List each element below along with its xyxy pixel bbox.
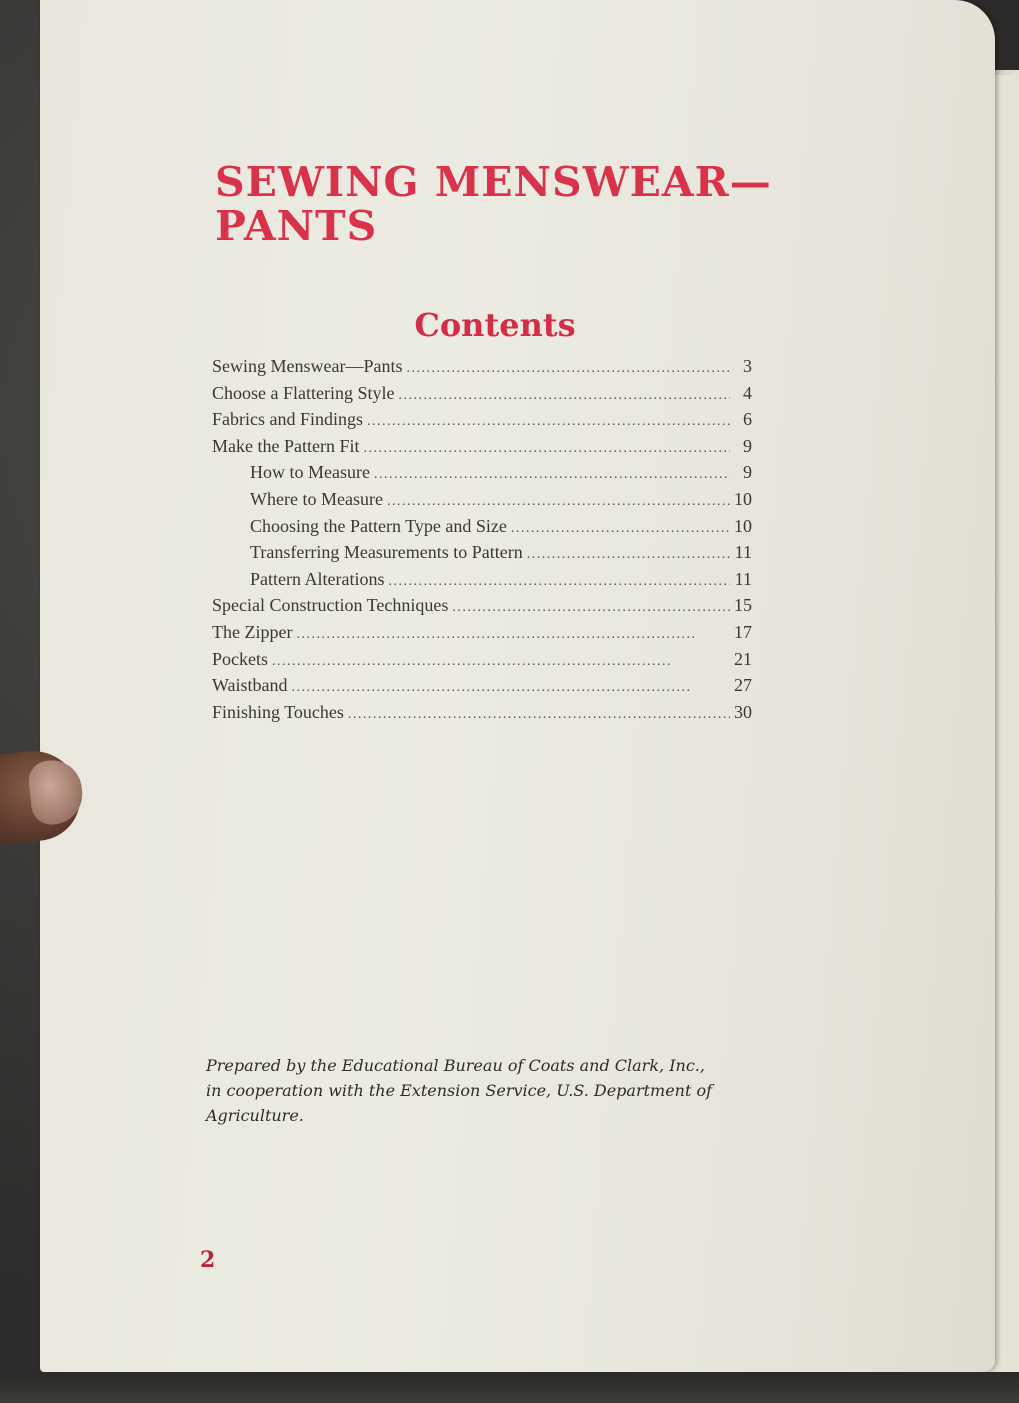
toc-dot-leader <box>296 622 730 649</box>
table-of-contents <box>212 353 752 725</box>
credit-line-1: Prepared by the Educational Bureau of Coats and Clark, Inc., <box>206 1056 705 1075</box>
table-surface-bottom <box>0 1372 1019 1403</box>
toc-dot-leader <box>348 702 730 729</box>
toc-dot-leader <box>272 649 730 676</box>
toc-entry <box>212 619 752 646</box>
toc-entry-page: 11 <box>734 542 752 563</box>
toc-entry-page: 17 <box>734 621 752 642</box>
toc-entry <box>212 433 752 460</box>
credit-line-2: in cooperation with the Extension Service, U.S. Department of <box>206 1081 713 1100</box>
toc-dot-leader <box>527 542 730 569</box>
toc-entry-page: 30 <box>734 701 752 722</box>
toc-entry-page: 15 <box>734 595 752 616</box>
toc-entry-label: Where to Measure <box>250 488 383 509</box>
toc-dot-leader <box>374 462 730 489</box>
toc-entry <box>212 353 752 380</box>
toc-entry <box>212 539 752 566</box>
toc-entry-page: 9 <box>743 462 752 483</box>
title-line-2: PANTS <box>215 202 378 250</box>
toc-entry <box>212 592 752 619</box>
toc-entry-label: Waistband <box>212 675 288 696</box>
toc-entry-label: Special Construction Techniques <box>212 595 449 616</box>
toc-dot-leader <box>511 516 730 543</box>
toc-entry-label: Finishing Touches <box>212 701 344 722</box>
toc-entry <box>212 672 752 699</box>
toc-entry-page: 21 <box>734 648 752 669</box>
toc-entry-page: 27 <box>734 675 752 696</box>
credit-line-3: Agriculture. <box>206 1106 304 1125</box>
credit-note <box>206 1053 746 1128</box>
toc-entry-label: Pockets <box>212 648 268 669</box>
toc-entry-page: 3 <box>743 356 752 376</box>
toc-dot-leader <box>452 595 730 622</box>
toc-entry-page: 10 <box>734 515 752 536</box>
toc-entry-label: Choose a Flattering Style <box>212 382 395 403</box>
toc-entry-page: 4 <box>743 382 752 403</box>
toc-dot-leader <box>367 409 730 436</box>
toc-entry-label: Fabrics and Findings <box>212 409 363 430</box>
toc-entry <box>212 380 752 407</box>
toc-entry-page: 6 <box>743 409 752 430</box>
page-number: 2 <box>200 1247 216 1273</box>
toc-entry <box>212 646 752 673</box>
toc-entry-label: Pattern Alterations <box>250 568 385 589</box>
toc-dot-leader <box>398 383 730 410</box>
toc-entry-label: Make the Pattern Fit <box>212 435 360 456</box>
toc-entry <box>212 406 752 433</box>
toc-dot-leader <box>363 436 730 463</box>
toc-entry-label: Sewing Menswear—Pants <box>212 356 403 376</box>
toc-entry-label: How to Measure <box>250 462 370 483</box>
toc-dot-leader <box>292 675 730 702</box>
contents-heading: Contents <box>414 306 576 344</box>
toc-entry-page: 10 <box>734 488 752 509</box>
page-title <box>215 160 772 248</box>
toc-entry <box>212 566 752 593</box>
title-line-1: SEWING MENSWEAR— <box>215 158 772 206</box>
toc-entry-label: The Zipper <box>212 621 293 642</box>
toc-entry-page: 11 <box>734 568 752 589</box>
toc-entry <box>212 699 752 726</box>
toc-dot-leader <box>406 356 730 383</box>
toc-entry-label: Choosing the Pattern Type and Size <box>250 515 507 536</box>
toc-entry-page: 9 <box>743 435 752 456</box>
toc-entry-label: Transferring Measurements to Pattern <box>250 542 523 563</box>
toc-dot-leader <box>388 569 730 596</box>
toc-entry <box>212 486 752 513</box>
toc-dot-leader <box>387 489 730 516</box>
booklet-page <box>40 0 995 1372</box>
toc-entry <box>212 459 752 486</box>
toc-entry <box>212 513 752 540</box>
